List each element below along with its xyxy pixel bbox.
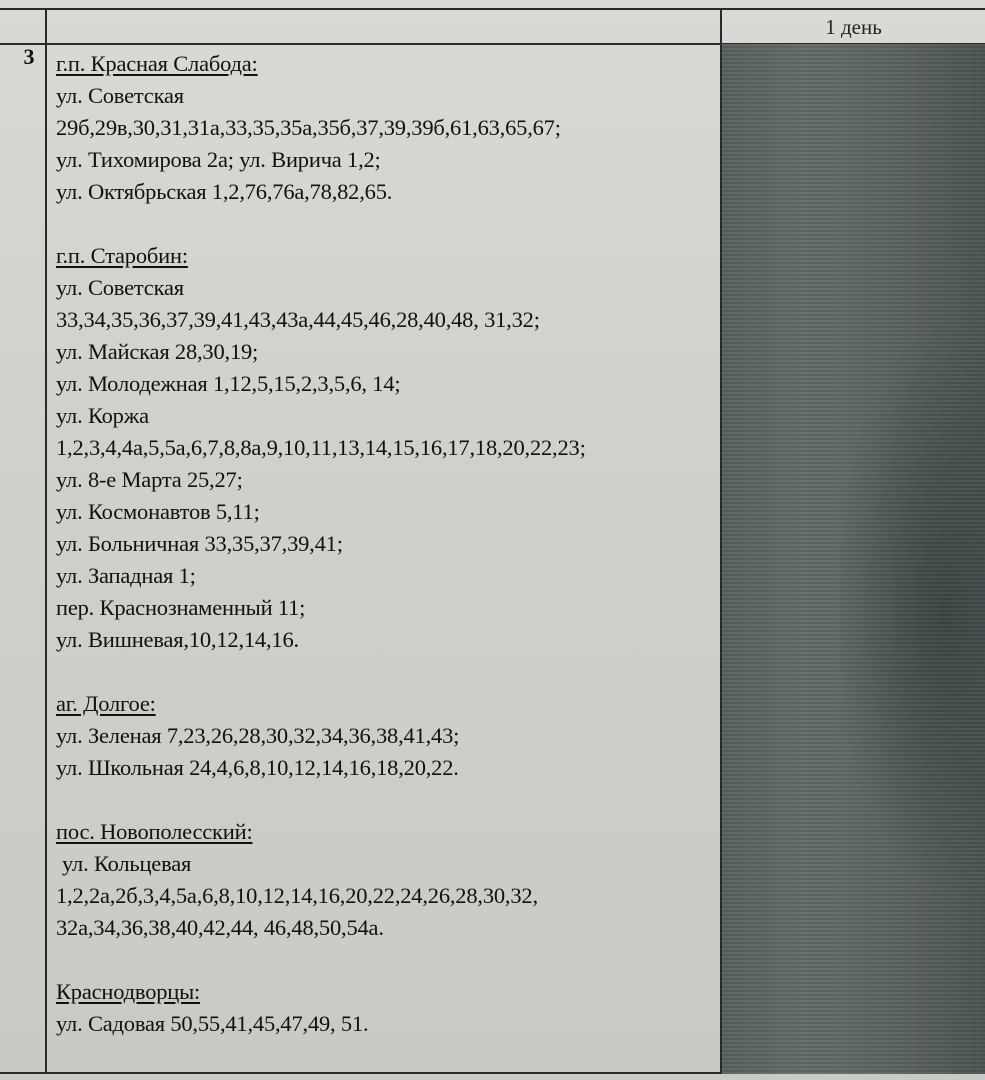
address-list: [56, 48, 721, 1040]
spacer: [56, 784, 721, 816]
spacer: [56, 944, 721, 976]
address-line: ул. Коржа: [56, 403, 149, 428]
column-divider-left: [45, 8, 47, 1074]
row-number: 3: [23, 44, 35, 69]
day-column-header: 1 день: [825, 14, 882, 39]
address-line: ул. Советская: [56, 275, 184, 300]
address-line: ул. 8-е Марта 25,27;: [56, 467, 243, 492]
address-line: 1,2,3,4,4а,5,5а,6,7,8,8а,9,10,11,13,14,15,16,17,18,20,22,23;: [56, 435, 586, 460]
address-line: ул. Молодежная 1,12,5,15,2,3,5,6, 14;: [56, 371, 401, 396]
address-line: пер. Краснознаменный 11;: [56, 595, 306, 620]
location-title: Краснодворцы:: [56, 979, 201, 1004]
address-line: ул. Октябрьская 1,2,76,76а,78,82,65.: [56, 179, 393, 204]
address-line: 33,34,35,36,37,39,41,43,43а,44,45,46,28,40,48, 31,32;: [56, 307, 540, 332]
address-line: ул. Вишневая,10,12,14,16.: [56, 627, 299, 652]
spacer: [56, 656, 721, 688]
address-line: ул. Зеленая 7,23,26,28,30,32,34,36,38,41,43;: [56, 723, 460, 748]
address-line: ул. Советская: [56, 83, 184, 108]
address-line: ул. Майская 28,30,19;: [56, 339, 259, 364]
spacer: [56, 208, 721, 240]
address-line: 29б,29в,30,31,31а,33,35,35а,35б,37,39,39б,61,63,65,67;: [56, 115, 561, 140]
address-line: ул. Кольцевая: [62, 851, 192, 876]
location-title: пос. Новополесский:: [56, 819, 253, 844]
address-line: ул. Школьная 24,4,6,8,10,12,14,16,18,20,22.: [56, 755, 459, 780]
location-title: аг. Долгое:: [56, 691, 156, 716]
location-title: г.п. Старобин:: [56, 243, 188, 268]
location-title: г.п. Красная Слабода:: [56, 51, 258, 76]
address-line: ул. Больничная 33,35,37,39,41;: [56, 531, 343, 556]
address-line: ул. Тихомирова 2а; ул. Вирича 1,2;: [56, 147, 381, 172]
address-line: 32а,34,36,38,40,42,44, 46,48,50,54а.: [56, 915, 384, 940]
address-line: 1,2,2а,2б,3,4,5а,6,8,10,12,14,16,20,22,24,26,28,30,32,: [56, 883, 538, 908]
address-line: ул. Садовая 50,55,41,45,47,49, 51.: [56, 1011, 369, 1036]
shaded-day-cell: [722, 44, 985, 1074]
address-line: ул. Западная 1;: [56, 563, 196, 588]
address-line: ул. Космонавтов 5,11;: [56, 499, 260, 524]
